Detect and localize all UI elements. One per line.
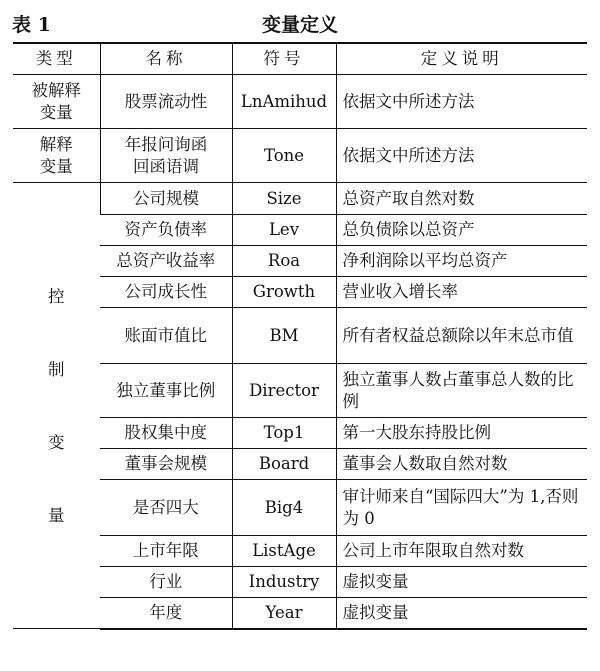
name-cell: 独立董事比例 xyxy=(100,364,232,418)
table-row xyxy=(13,536,587,567)
table-caption xyxy=(0,6,600,40)
symbol-cell: Year xyxy=(232,598,336,629)
definition-cell: 营业收入增长率 xyxy=(336,277,587,308)
table-row xyxy=(13,215,587,246)
symbol-cell: Top1 xyxy=(232,418,336,449)
header-symbol: 符号 xyxy=(232,43,336,75)
definition-cell: 第一大股东持股比例 xyxy=(336,418,587,449)
definition-cell: 所有者权益总额除以年末总市值 xyxy=(336,308,587,364)
symbol-cell: Growth xyxy=(232,277,336,308)
definition-cell: 依据文中所述方法 xyxy=(336,75,587,129)
table-row xyxy=(13,449,587,480)
name-cell: 公司规模 xyxy=(100,183,232,215)
definition-cell: 独立董事人数占董事总人数的比例 xyxy=(336,364,587,418)
symbol-cell: Lev xyxy=(232,215,336,246)
type-cell: 被解释 变量 xyxy=(13,75,100,129)
symbol-cell: ListAge xyxy=(232,536,336,567)
table-row xyxy=(13,75,587,129)
name-cell: 公司成长性 xyxy=(100,277,232,308)
table-row xyxy=(13,418,587,449)
table-row xyxy=(13,480,587,536)
header-name: 名称 xyxy=(100,43,232,75)
variable-definition-table xyxy=(13,42,587,630)
name-cell: 上市年限 xyxy=(100,536,232,567)
symbol-cell: Big4 xyxy=(232,480,336,536)
table-title: 变量定义 xyxy=(261,14,338,36)
control-variable-type-cell xyxy=(13,183,100,629)
name-cell: 董事会规模 xyxy=(100,449,232,480)
name-cell: 账面市值比 xyxy=(100,308,232,364)
table-row xyxy=(13,364,587,418)
table-number: 表 1 xyxy=(12,14,51,36)
table-row xyxy=(13,277,587,308)
symbol-cell: Director xyxy=(232,364,336,418)
definition-cell: 净利润除以平均总资产 xyxy=(336,246,587,277)
table-row xyxy=(13,246,587,277)
table-row xyxy=(13,308,587,364)
symbol-cell: Board xyxy=(232,449,336,480)
definition-cell: 依据文中所述方法 xyxy=(336,129,587,183)
symbol-cell: Industry xyxy=(232,567,336,598)
type-cell: 解释 变量 xyxy=(13,129,100,183)
header-type: 类型 xyxy=(13,43,100,75)
name-cell: 总资产收益率 xyxy=(100,246,232,277)
table-row xyxy=(13,129,587,183)
symbol-cell: BM xyxy=(232,308,336,364)
symbol-cell: Size xyxy=(232,183,336,215)
symbol-cell: Tone xyxy=(232,129,336,183)
name-cell: 股权集中度 xyxy=(100,418,232,449)
definition-cell: 审计师来自“国际四大”为 1,否则为 0 xyxy=(336,480,587,536)
name-cell: 股票流动性 xyxy=(100,75,232,129)
name-cell: 行业 xyxy=(100,567,232,598)
definition-cell: 总负债除以总资产 xyxy=(336,215,587,246)
symbol-cell: Roa xyxy=(232,246,336,277)
name-cell: 年度 xyxy=(100,598,232,629)
table-row xyxy=(13,567,587,598)
definition-cell: 虚拟变量 xyxy=(336,567,587,598)
name-cell: 年报问询函 回函语调 xyxy=(100,129,232,183)
control-variable-label: 控 制 变 量 xyxy=(48,286,65,525)
symbol-cell: LnAmihud xyxy=(232,75,336,129)
header-row xyxy=(13,43,587,75)
name-cell: 资产负债率 xyxy=(100,215,232,246)
name-cell: 是否四大 xyxy=(100,480,232,536)
header-definition: 定义说明 xyxy=(336,43,587,75)
definition-cell: 公司上市年限取自然对数 xyxy=(336,536,587,567)
table-row xyxy=(13,598,587,629)
table-row xyxy=(13,183,587,215)
definition-cell: 董事会人数取自然对数 xyxy=(336,449,587,480)
definition-cell: 总资产取自然对数 xyxy=(336,183,587,215)
definition-cell: 虚拟变量 xyxy=(336,598,587,629)
